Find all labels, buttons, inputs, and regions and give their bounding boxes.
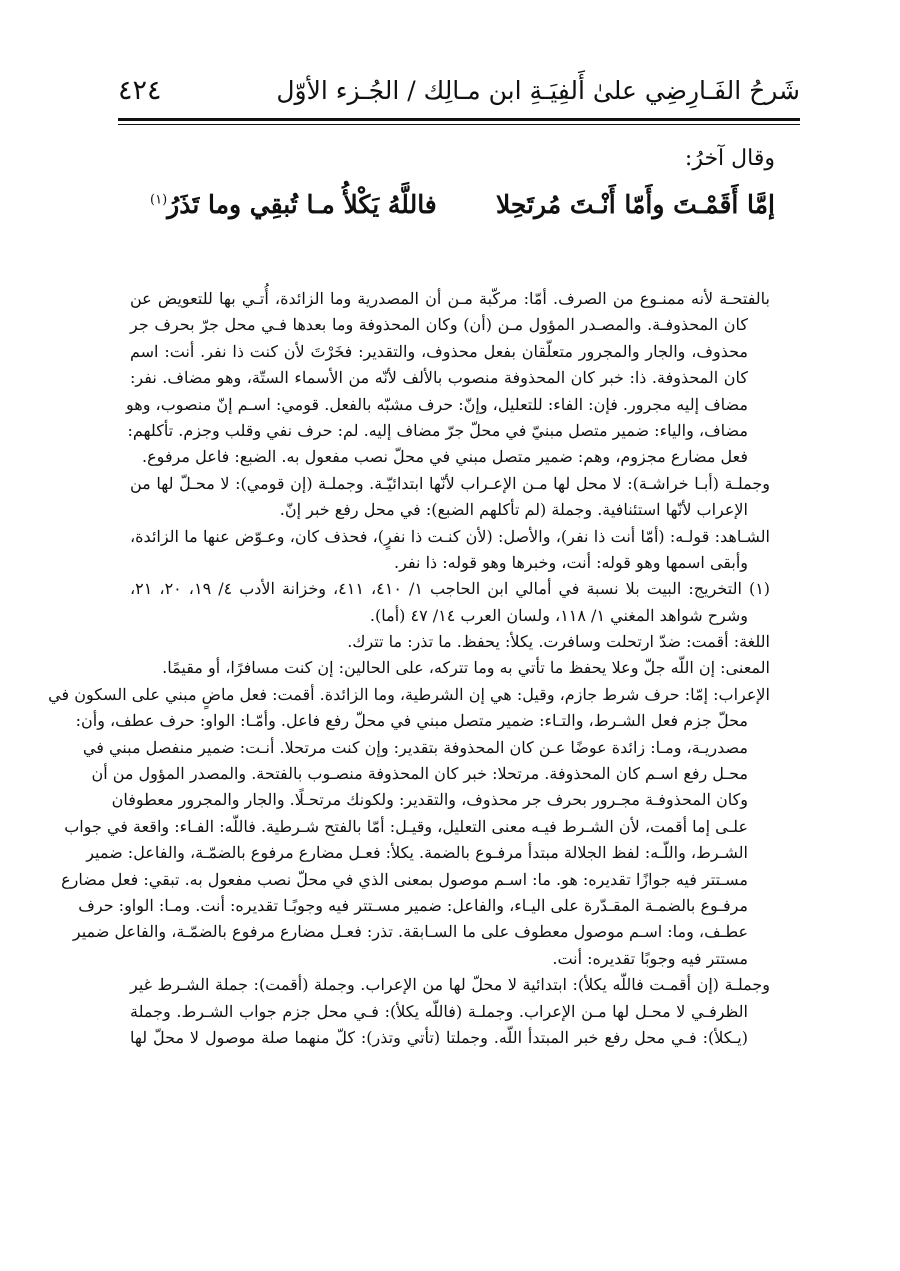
text-line: محذوف، والجار والمجرور متعلّقان بفعل محذوف، والتقدير: فخَرْتَ لأن كنت ذا نفر. أنت: اسم	[130, 341, 748, 361]
text-line: الشـاهد: قولـه: (أمّا أنت ذا نفر)، والأصل: (لأن كنـت ذا نفرٍ)، فحذف كان، وعـوّض عنها ما الزائدة،	[130, 526, 770, 546]
text-line: مستتر فيه وجوبًا تقديره: أنت.	[552, 948, 748, 968]
text-line: فعل مضارع مجزوم، وهم: ضمير متصل مبني في محلّ نصب مفعول به. الضبع: فاعل مرفوع.	[142, 447, 748, 467]
text-line: الشـرط، واللّـه: لفظ الجلالة مبتدأ مرفـوع بالضمة. يكلأ: فعـل مضارع مرفوع بالضمّـة، والفاعل: ضمير	[86, 843, 748, 863]
text-line: وجملـة (أبـا خراشـة): لا محل لها مـن الإعـراب لأنّها ابتدائيّـة. وجملـة (إن قومي): لا محـلّ لها من	[130, 473, 770, 493]
text-line: مسـتتر فيه جوازًا تقديره: هو. ما: اسـم موصول بمعنى الذي في محلّ نصب مفعول به. تبقي: فعل مضارع	[61, 869, 748, 889]
verse-intro: وقال آخرُ:	[684, 146, 775, 171]
running-title: شَرحُ الفَـارِضِي علىٰ أَلفِيَـةِ ابن مـالِك / الجُـزء الأوّل	[276, 75, 800, 105]
text-line: عطـف، وما: اسـم موصول معطوف على ما السـابقة. تذر: فعـل مضارع مرفوع بالضمّـة، والفاعل ضمير	[72, 922, 748, 942]
header-rule-thick	[118, 118, 800, 121]
verse-hemistich-second-text: فاللَّهُ يَكْلأُ مـا تُبقِي وما تَذَرُ	[167, 190, 437, 219]
running-head	[118, 66, 800, 114]
text-line: المعنى: إن اللّه جلّ وعلا يحفظ ما تأتي به وما تتركه، على الحالين: إن كنت مسافرًا، أو مقيمًا.	[162, 658, 770, 678]
text-line: علـى إما أقمت، لأن الشـرط فيـه معنى التعليل، وقيـل: أمّا بالفتح شـرطية. فاللّه: الفـاء: واقعة في جواب	[64, 816, 748, 836]
text-line: مصدريـة، ومـا: زائدة عوضًا عـن كان المحذوفة بتقدير: وإن كنت مرتحلا. أنـت: ضمير منفصل مبني في	[82, 737, 748, 757]
text-line: (يـكلأ): فـي محل رفع خبر المبتدأ اللّه. وجملتا (تأتي وتذر): كلّ منهما صلة موصول لا محلّ لها	[130, 1027, 748, 1047]
page-number: ٤٢٤	[118, 74, 162, 106]
text-line: وجملـة (إن أقمـت فاللّه يكلأ): ابتدائية لا محلّ لها من الإعراب. وجملة (أقمت): جملة الشـرط غير	[130, 975, 770, 995]
commentary-body	[48, 286, 771, 1051]
header-rule-thin	[118, 124, 800, 125]
poetry-verse	[150, 190, 775, 219]
text-line: وأبقى اسمها وهو قوله: أنت، وخبرها وهو قوله: ذا نفر.	[394, 552, 748, 572]
text-line: وكان المحذوفـة مجـرور بحرف جر محذوف، والتقدير: ولكونك مرتحـلًا. والجار والمجرور معطوفان	[111, 790, 748, 810]
verse-hemistich-first: إمَّا أَقَمْـتَ وأَمّا أَنْـتَ مُرتَحِلا	[496, 190, 775, 219]
footnote-line: (١) التخريج: البيت بلا نسبة في أمالي ابن الحاجب ١/ ٤١٠، ٤١١، وخزانة الأدب ٤/ ١٩، ٢٠، ٢١،	[130, 579, 771, 599]
text-line: مرفـوع بالضمـة المقـدّرة على اليـاء، والفاعل: ضمير مسـتتر فيه وجوبًـا تقديره: أنت. ومـا: الواو: حرف	[78, 895, 748, 915]
text-line: الإعراب: إمّا: حرف شرط جازم، وقيل: هي إن الشرطية، وما الزائدة. أقمت: فعل ماضٍ مبني على السكون في	[48, 684, 770, 704]
footnote-marker: (١)	[150, 192, 168, 208]
footnote-line: وشرح شواهد المغني ١/ ١١٨، ولسان العرب ١٤/ ٤٧ (أما).	[369, 605, 748, 625]
text-line: بالفتحـة لأنه ممنـوع من الصرف. أمّا: مركّبة مـن أن المصدرية وما الزائدة، أُتـي بها للتعويض عن	[130, 289, 770, 308]
text-line: محـل رفع اسـم كان المحذوفة. مرتحلا: خبر كان المحذوفة منصـوب بالفتحة. والمصدر المؤول من أن	[91, 764, 748, 784]
text-line: الظرفـي لا محـل لها مـن الإعراب. وجملـة (فاللّه يكلأ): فـي محل جزم جواب الشـرط. وجملة	[130, 1001, 748, 1021]
text-line: مضاف إليه مجرور. فإن: الفاء: للتعليل، وإنّ: حرف مشبّه بالفعل. قومي: اسـم إنّ منصوب، وهو	[126, 394, 748, 414]
text-line: كان المحذوفة. ذا: خبر كان المحذوفة منصوب بالألف لأنّه من الأسماء الستّة، وهو مضاف. نفر:	[130, 368, 749, 388]
text-line: كان المحذوفـة. والمصـدر المؤول مـن (أن) وكان المحذوفة وما بعدها فـي محل جرّ بحرف جر	[130, 315, 748, 335]
text-line: مضاف، والياء: ضمير متصل مبنيّ في محلّ جرّ مضاف إليه. لم: حرف نفي وقلب وجزم. تأكلهم:	[127, 420, 748, 440]
text-line: محلّ جزم فعل الشـرط، والتـاء: ضمير متصل مبني في محلّ رفع فاعل. وأمّـا: الواو: حرف عطف، وأن:	[75, 711, 748, 731]
text-line: الإعراب لأنّها استئنافية. وجملة (لم تأكلهم الضبع): في محل رفع خبر إنّ.	[279, 500, 748, 520]
text-line: اللغة: أقمت: ضدّ ارتحلت وسافرت. يكلأ: يحفظ. ما تذر: ما تترك.	[347, 632, 770, 652]
verse-hemistich-second	[150, 190, 437, 219]
